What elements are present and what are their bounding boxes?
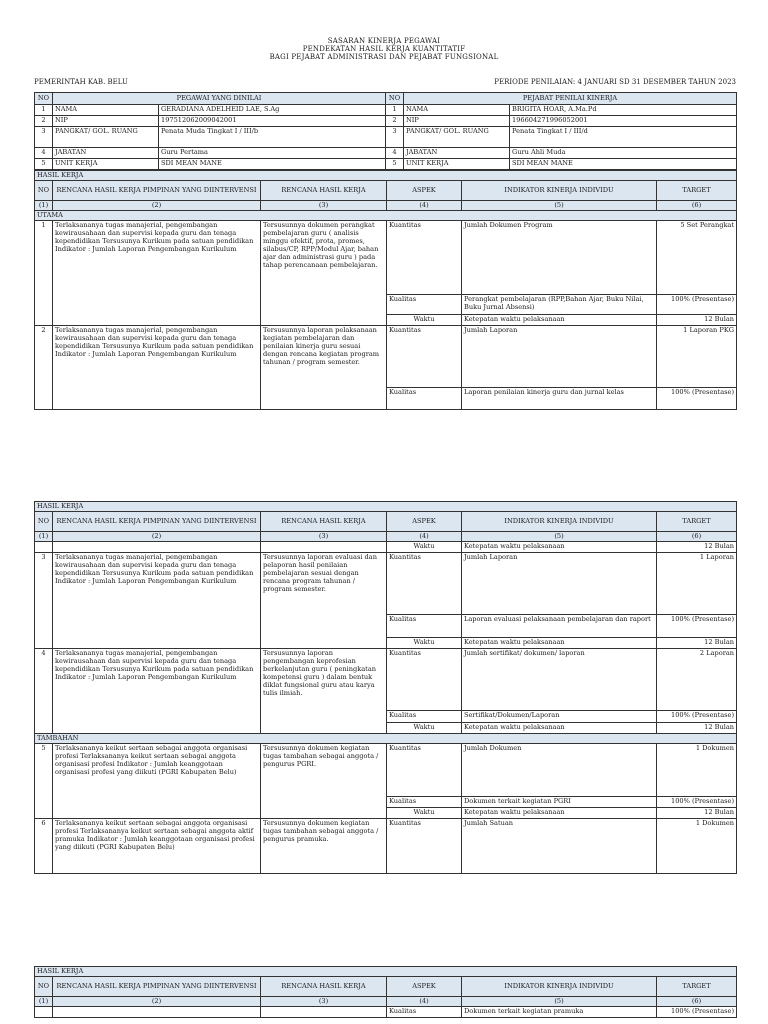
field-label: PANGKAT/ GOL. RUANG bbox=[404, 127, 510, 148]
plan-text: Tersusunnya dokumen kegiatan tugas tambahan sebagai anggota / pengurus PGRI. bbox=[261, 744, 387, 819]
col-number: (1) bbox=[35, 532, 53, 542]
aspect-quality: Kualitas bbox=[387, 797, 462, 808]
row-number: 4 bbox=[35, 148, 53, 159]
no-header: NO bbox=[35, 93, 53, 105]
col-aspect: ASPEK bbox=[387, 181, 462, 201]
col-number: (3) bbox=[261, 201, 387, 211]
item-number: 4 bbox=[35, 649, 53, 734]
appraiser-name: BRIGITA HOAR, A.Ma.Pd bbox=[510, 105, 737, 116]
plan-text: Tersusunnya dokumen perangkat pembelajaran guru ( analisis minggu efektif, prota, promes, silabus/CP, RPP/Modul Ajar, bahan ajar dan administrasi guru ) pada tahap perencanaan pembelajaran. bbox=[261, 221, 387, 326]
category-main: UTAMA bbox=[35, 211, 737, 221]
appraiser-title: PEJABAT PENILAI KINERJA bbox=[404, 93, 737, 105]
target-value: 12 Bulan bbox=[657, 315, 737, 326]
row-number: 5 bbox=[35, 159, 53, 170]
row-number: 1 bbox=[386, 105, 404, 116]
col-number: (3) bbox=[261, 997, 387, 1007]
indicator-text: Ketepatan waktu pelaksanaan bbox=[462, 315, 657, 326]
target-value: 12 Bulan bbox=[657, 808, 737, 819]
field-label: NIP bbox=[404, 116, 510, 127]
aspect-quantity: Kuantitas bbox=[387, 744, 462, 797]
aspect-time: Waktu bbox=[387, 638, 462, 649]
target-value: 12 Bulan bbox=[657, 542, 737, 553]
aspect-time: Waktu bbox=[387, 808, 462, 819]
period-label: PERIODE PENILAIAN: 4 JANUARI SD 31 DESEMBER TAHUN 2023 bbox=[494, 78, 736, 86]
section-row bbox=[35, 171, 737, 181]
col-number: (1) bbox=[35, 201, 53, 211]
leader-plan-text: Terlaksananya tugas manajerial, pengembangan kewirausahaan dan supervisi kepada guru dan tenaga kependidikan Tersusunya Kurikum pada satuan pendidikan Indikator : Jumlah Laporan Pengembangan Kurikulum bbox=[53, 221, 261, 326]
aspect-time: Waktu bbox=[387, 723, 462, 734]
field-label: NAMA bbox=[404, 105, 510, 116]
leader-plan-text: Terlaksananya keikut sertaan sebagai anggota organisasi profesi Terlaksananya keikut sertaan sebagai anggota organisasi profesi Indikator : Jumlah keanggotaan organisasi profesi yang diikuti (PGRI Kabupaten Belu) bbox=[53, 744, 261, 819]
section-row bbox=[35, 967, 737, 977]
appraisee-title: PEGAWAI YANG DINILAI bbox=[53, 93, 386, 105]
item-number: 3 bbox=[35, 553, 53, 649]
col-leader-plan: RENCANA HASIL KERJA PIMPINAN YANG DIINTERVENSI bbox=[53, 512, 261, 532]
indicator-text: Ketepatan waktu pelaksanaan bbox=[462, 638, 657, 649]
field-label: UNIT KERJA bbox=[53, 159, 159, 170]
table-row bbox=[35, 553, 737, 615]
col-aspect: ASPEK bbox=[387, 977, 462, 997]
section-row bbox=[35, 502, 737, 512]
column-number-row bbox=[35, 532, 737, 542]
column-number-row bbox=[35, 201, 737, 211]
appraiser-unit: SDI MEAN MANE bbox=[510, 159, 737, 170]
column-header-row bbox=[35, 181, 737, 201]
item-number: 6 bbox=[35, 819, 53, 874]
aspect-quantity: Kuantitas bbox=[387, 649, 462, 711]
identity-row bbox=[35, 127, 737, 148]
target-value: 100% (Presentase) bbox=[657, 295, 737, 315]
identity-header-row bbox=[35, 93, 737, 105]
col-number: (4) bbox=[387, 532, 462, 542]
col-target: TARGET bbox=[657, 512, 737, 532]
col-target: TARGET bbox=[657, 181, 737, 201]
indicator-text: Perangkat pembelajaran (RPP,Bahan Ajar, Buku Nilai, Buku Jurnal Absensi) bbox=[462, 295, 657, 315]
work-results-table-2 bbox=[34, 501, 737, 874]
meta-row bbox=[34, 78, 736, 86]
target-value: 1 Dokumen bbox=[657, 744, 737, 797]
indicator-text: Dokumen terkait kegiatan pramuka bbox=[462, 1007, 657, 1018]
appraisee-rank: Penata Muda Tingkat I / III/b bbox=[159, 127, 386, 148]
work-results-table-1 bbox=[34, 170, 737, 410]
indicator-text: Ketepatan waktu pelaksanaan bbox=[462, 808, 657, 819]
indicator-text: Jumlah Dokumen Program bbox=[462, 221, 657, 295]
indicator-text: Jumlah Laporan bbox=[462, 326, 657, 388]
row-number: 3 bbox=[35, 127, 53, 148]
col-plan: RENCANA HASIL KERJA bbox=[261, 977, 387, 997]
row-number: 2 bbox=[386, 116, 404, 127]
table-row bbox=[35, 744, 737, 797]
aspect-quality: Kualitas bbox=[387, 295, 462, 315]
indicator-text: Laporan penilaian kinerja guru dan jurnal kelas bbox=[462, 388, 657, 410]
indicator-text: Jumlah sertifikat/ dokumen/ laporan bbox=[462, 649, 657, 711]
identity-row bbox=[35, 116, 737, 127]
plan-text: Tersusunnya laporan evaluasi dan pelaporan hasil penilaian pembelajaran sesuai dengan rencana program tahunan / program semester. bbox=[261, 553, 387, 649]
aspect-quantity: Kuantitas bbox=[387, 819, 462, 874]
table-row bbox=[35, 819, 737, 874]
leader-plan-text: Terlaksananya tugas manajerial, pengembangan kewirausahaan dan supervisi kepada guru dan tenaga kependidikan Tersusunya Kurikum pada satuan pendidikan Indikator : Jumlah Laporan Pengembangan Kurikulum bbox=[53, 649, 261, 734]
identity-row bbox=[35, 159, 737, 170]
col-number: (5) bbox=[462, 201, 657, 211]
section-title: HASIL KERJA bbox=[35, 171, 737, 181]
indicator-text: Ketepatan waktu pelaksanaan bbox=[462, 723, 657, 734]
col-number: (4) bbox=[387, 201, 462, 211]
indicator-text: Jumlah Laporan bbox=[462, 553, 657, 615]
aspect-time: Waktu bbox=[387, 315, 462, 326]
field-label: PANGKAT/ GOL. RUANG bbox=[53, 127, 159, 148]
identity-table bbox=[34, 92, 737, 170]
row-number: 5 bbox=[386, 159, 404, 170]
row-number: 3 bbox=[386, 127, 404, 148]
col-number: (2) bbox=[53, 997, 261, 1007]
indicator-text: Sertifikat/Dokumen/Laporan bbox=[462, 711, 657, 723]
plan-text: Tersusunnya laporan pelaksanaan kegiatan pembelajaran dan penilaian kinerja guru sesuai dengan rencana kegiatan program tahunan / program semester. bbox=[261, 326, 387, 410]
field-label: JABATAN bbox=[53, 148, 159, 159]
row-number: 2 bbox=[35, 116, 53, 127]
identity-section bbox=[34, 92, 736, 410]
no-header: NO bbox=[386, 93, 404, 105]
aspect-quantity: Kuantitas bbox=[387, 326, 462, 388]
category-additional: TAMBAHAN bbox=[35, 734, 737, 744]
item-number: 1 bbox=[35, 221, 53, 326]
col-number: (2) bbox=[53, 532, 261, 542]
col-number: (6) bbox=[657, 997, 737, 1007]
aspect-time: Waktu bbox=[387, 542, 462, 553]
plan-text: Tersusunnya laporan pengembangan keprofesian berkelanjutan guru ( peningkatan kompetensi guru ) dalam bentuk diklat fungsional guru atau karya tulis ilmiah. bbox=[261, 649, 387, 734]
indicator-text: Jumlah Dokumen bbox=[462, 744, 657, 797]
appraiser-position: Guru Ahli Muda bbox=[510, 148, 737, 159]
table-row bbox=[35, 1007, 737, 1018]
col-number: (2) bbox=[53, 201, 261, 211]
section-title: HASIL KERJA bbox=[35, 967, 737, 977]
aspect-quality: Kualitas bbox=[387, 1007, 462, 1018]
appraisee-position: Guru Pertama bbox=[159, 148, 386, 159]
target-value: 12 Bulan bbox=[657, 638, 737, 649]
appraiser-rank: Penata Tingkat I / III/d bbox=[510, 127, 737, 148]
target-value: 100% (Presentase) bbox=[657, 388, 737, 410]
field-label: JABATAN bbox=[404, 148, 510, 159]
col-no: NO bbox=[35, 181, 53, 201]
table-row bbox=[35, 326, 737, 388]
col-number: (5) bbox=[462, 532, 657, 542]
target-value: 100% (Presentase) bbox=[657, 615, 737, 638]
doc-title-3: BAGI PEJABAT ADMINISTRASI DAN PEJABAT FUNGSIONAL bbox=[269, 53, 499, 61]
column-header-row bbox=[35, 512, 737, 532]
target-value: 1 Laporan PKG bbox=[657, 326, 737, 388]
col-aspect: ASPEK bbox=[387, 512, 462, 532]
table-row bbox=[35, 221, 737, 295]
col-plan: RENCANA HASIL KERJA bbox=[261, 181, 387, 201]
col-no: NO bbox=[35, 512, 53, 532]
target-value: 2 Laporan bbox=[657, 649, 737, 711]
col-no: NO bbox=[35, 977, 53, 997]
target-value: 12 Bulan bbox=[657, 723, 737, 734]
identity-row bbox=[35, 105, 737, 116]
leader-plan-text: Terlaksananya tugas manajerial, pengembangan kewirausahaan dan supervisi kepada guru dan tenaga kependidikan Tersusunya Kurikum pada satuan pendidikan Indikator : Jumlah Laporan Pengembangan Kurikulum bbox=[53, 326, 261, 410]
government-label: PEMERINTAH KAB. BELU bbox=[34, 78, 128, 86]
appraisee-unit: SDI MEAN MANE bbox=[159, 159, 386, 170]
col-number: (5) bbox=[462, 997, 657, 1007]
target-value: 100% (Presentase) bbox=[657, 797, 737, 808]
row-number: 1 bbox=[35, 105, 53, 116]
aspect-quality: Kualitas bbox=[387, 388, 462, 410]
target-value: 100% (Presentase) bbox=[657, 711, 737, 723]
target-value: 5 Set Perangkat bbox=[657, 221, 737, 295]
column-header-row bbox=[35, 977, 737, 997]
col-leader-plan: RENCANA HASIL KERJA PIMPINAN YANG DIINTERVENSI bbox=[53, 181, 261, 201]
item-number: 5 bbox=[35, 744, 53, 819]
col-number: (3) bbox=[261, 532, 387, 542]
aspect-quality: Kualitas bbox=[387, 711, 462, 723]
col-plan: RENCANA HASIL KERJA bbox=[261, 512, 387, 532]
page-3-section bbox=[34, 966, 736, 1018]
doc-title-1: SASARAN KINERJA PEGAWAI bbox=[327, 37, 441, 45]
indicator-text: Laporan evaluasi pelaksanaan pembelajaran dan raport bbox=[462, 615, 657, 638]
identity-row bbox=[35, 148, 737, 159]
doc-title-2: PENDEKATAN HASIL KERJA KUANTITATIF bbox=[302, 45, 466, 53]
table-row bbox=[35, 649, 737, 711]
appraiser-nip: 196604271996052001 bbox=[510, 116, 737, 127]
field-label: UNIT KERJA bbox=[404, 159, 510, 170]
plan-text: Tersusunnya dokumen kegiatan tugas tambahan sebagai anggota / pengurus pramuka. bbox=[261, 819, 387, 874]
row-number: 4 bbox=[386, 148, 404, 159]
col-number: (6) bbox=[657, 532, 737, 542]
col-indicator: INDIKATOR KINERJA INDIVIDU bbox=[462, 512, 657, 532]
col-target: TARGET bbox=[657, 977, 737, 997]
field-label: NIP bbox=[53, 116, 159, 127]
col-number: (1) bbox=[35, 997, 53, 1007]
target-value: 100% (Presentase) bbox=[657, 1007, 737, 1018]
indicator-text: Dokumen terkait kegiatan PGRI bbox=[462, 797, 657, 808]
leader-plan-text: Terlaksananya tugas manajerial, pengembangan kewirausahaan dan supervisi kepada guru dan tenaga kependidikan Tersusunya Kurikum pada satuan pendidikan Indikator : Jumlah Laporan Pengembangan Kurikulum bbox=[53, 553, 261, 649]
indicator-text: Ketepatan waktu pelaksanaan bbox=[462, 542, 657, 553]
appraisee-name: GERADIANA ADELHEID LAE, S.Ag bbox=[159, 105, 386, 116]
aspect-quantity: Kuantitas bbox=[387, 553, 462, 615]
item-number: 2 bbox=[35, 326, 53, 410]
page-2-section bbox=[34, 501, 736, 874]
col-number: (4) bbox=[387, 997, 462, 1007]
section-title: HASIL KERJA bbox=[35, 502, 737, 512]
appraisee-nip: 197512062009042001 bbox=[159, 116, 386, 127]
category-row bbox=[35, 211, 737, 221]
aspect-quantity: Kuantitas bbox=[387, 221, 462, 295]
target-value: 1 Dokumen bbox=[657, 819, 737, 874]
indicator-text: Jumlah Satuan bbox=[462, 819, 657, 874]
work-results-table-3 bbox=[34, 966, 737, 1018]
category-row bbox=[35, 734, 737, 744]
field-label: NAMA bbox=[53, 105, 159, 116]
target-value: 1 Laporan bbox=[657, 553, 737, 615]
leader-plan-text: Terlaksananya keikut sertaan sebagai anggota organisasi profesi Terlaksananya keikut sertaan sebagai anggota aktif pramuka Indikator : Jumlah keanggotaan organisasi profesi yang diikuti (PGRI Kabupaten Belu) bbox=[53, 819, 261, 874]
col-leader-plan: RENCANA HASIL KERJA PIMPINAN YANG DIINTERVENSI bbox=[53, 977, 261, 997]
col-indicator: INDIKATOR KINERJA INDIVIDU bbox=[462, 977, 657, 997]
col-number: (6) bbox=[657, 201, 737, 211]
column-number-row bbox=[35, 997, 737, 1007]
aspect-quality: Kualitas bbox=[387, 615, 462, 638]
col-indicator: INDIKATOR KINERJA INDIVIDU bbox=[462, 181, 657, 201]
table-row bbox=[35, 542, 737, 553]
